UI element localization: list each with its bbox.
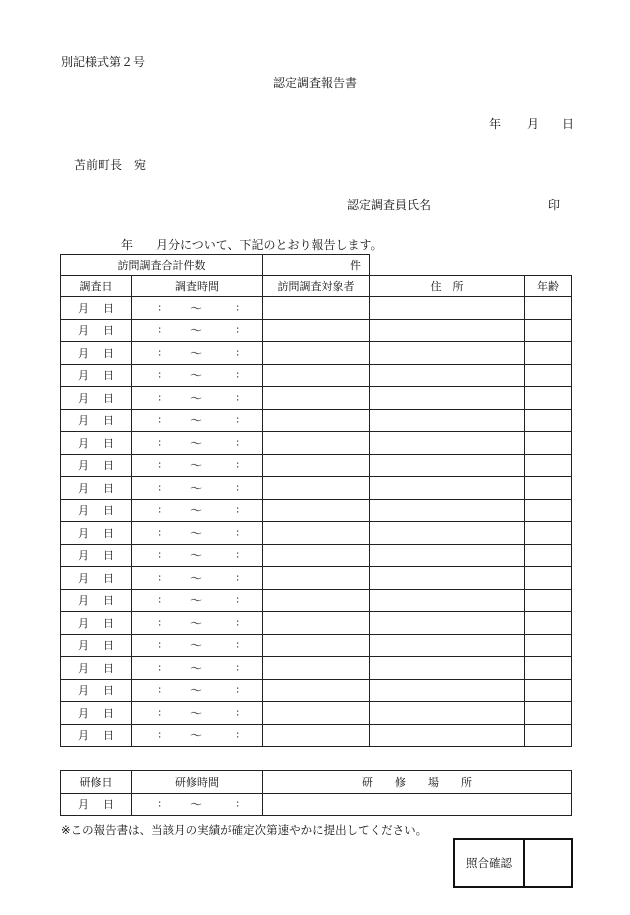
colon: : xyxy=(158,302,162,314)
survey-date-cell[interactable] xyxy=(61,567,132,590)
tilde: 〜 xyxy=(190,391,203,406)
colon: : xyxy=(236,437,240,449)
header-survey-date: 調査日 xyxy=(61,276,132,297)
address-cell[interactable] xyxy=(370,589,525,612)
survey-date-cell[interactable] xyxy=(61,499,132,522)
colon: : xyxy=(236,392,240,404)
tilde: 〜 xyxy=(190,503,203,518)
tilde: 〜 xyxy=(190,548,203,563)
colon: : xyxy=(158,572,162,584)
survey-time-cell[interactable] xyxy=(132,409,263,432)
survey-date-cell[interactable] xyxy=(61,724,132,747)
survey-date-cell[interactable] xyxy=(61,409,132,432)
tilde: 〜 xyxy=(190,368,203,383)
colon: : xyxy=(158,369,162,381)
survey-row xyxy=(61,432,572,455)
tilde: 〜 xyxy=(190,413,203,428)
colon: : xyxy=(236,527,240,539)
colon: : xyxy=(158,684,162,696)
survey-row xyxy=(61,297,572,320)
day-label: 日 xyxy=(103,324,114,338)
survey-time-cell[interactable] xyxy=(132,342,263,365)
day-label: 日 xyxy=(103,639,114,653)
header-training-place: 研 修 場 所 xyxy=(263,771,572,794)
survey-date-cell[interactable] xyxy=(61,589,132,612)
subject-cell[interactable] xyxy=(263,567,370,590)
survey-row xyxy=(61,387,572,410)
survey-time-cell[interactable] xyxy=(132,522,263,545)
day-label: 日 xyxy=(103,481,114,495)
verification-box xyxy=(453,838,573,888)
day-label: 日 xyxy=(103,616,114,630)
age-cell[interactable] xyxy=(525,477,572,500)
inspector-name-label: 認定調査員氏名 xyxy=(347,198,432,212)
survey-date-cell[interactable] xyxy=(61,679,132,702)
day-label: 日 xyxy=(103,301,114,315)
training-date-cell[interactable] xyxy=(61,793,132,816)
month-label: 月 xyxy=(78,661,89,675)
day-label: 日 xyxy=(103,706,114,720)
day-label: 日 xyxy=(103,526,114,540)
colon: : xyxy=(236,798,240,810)
survey-time-cell[interactable] xyxy=(132,454,263,477)
colon: : xyxy=(158,459,162,471)
address-cell[interactable] xyxy=(370,634,525,657)
colon: : xyxy=(158,594,162,606)
subject-cell[interactable] xyxy=(263,319,370,342)
survey-row xyxy=(61,567,572,590)
survey-row xyxy=(61,589,572,612)
survey-date-cell[interactable] xyxy=(61,364,132,387)
intro-year-label: 年 xyxy=(121,238,134,252)
survey-time-cell[interactable] xyxy=(132,432,263,455)
verification-stamp-cell[interactable] xyxy=(524,839,572,887)
day-label: 日 xyxy=(103,684,114,698)
subject-cell[interactable] xyxy=(263,702,370,725)
survey-time-cell[interactable] xyxy=(132,657,263,680)
colon: : xyxy=(158,549,162,561)
age-cell[interactable] xyxy=(525,454,572,477)
verification-label: 照合確認 xyxy=(454,839,524,887)
survey-row xyxy=(61,342,572,365)
day-label: 日 xyxy=(103,571,114,585)
address-cell[interactable] xyxy=(370,387,525,410)
address-cell[interactable] xyxy=(370,612,525,635)
subject-cell[interactable] xyxy=(263,724,370,747)
month-label: 月 xyxy=(78,346,89,360)
tilde: 〜 xyxy=(190,301,203,316)
survey-row xyxy=(61,499,572,522)
address-cell[interactable] xyxy=(370,567,525,590)
colon: : xyxy=(236,414,240,426)
colon: : xyxy=(236,369,240,381)
age-cell[interactable] xyxy=(525,544,572,567)
month-label: 月 xyxy=(78,459,89,473)
tilde: 〜 xyxy=(190,616,203,631)
header-address: 住 所 xyxy=(370,276,525,297)
subject-cell[interactable] xyxy=(263,454,370,477)
survey-time-cell[interactable] xyxy=(132,477,263,500)
tilde: 〜 xyxy=(190,638,203,653)
address-cell[interactable] xyxy=(370,657,525,680)
survey-time-cell[interactable] xyxy=(132,679,263,702)
subject-cell[interactable] xyxy=(263,499,370,522)
age-cell[interactable] xyxy=(525,657,572,680)
address-cell[interactable] xyxy=(370,679,525,702)
day-label: 日 xyxy=(103,459,114,473)
survey-time-cell[interactable] xyxy=(132,364,263,387)
training-table xyxy=(60,770,572,816)
address-cell[interactable] xyxy=(370,454,525,477)
age-cell[interactable] xyxy=(525,724,572,747)
survey-row xyxy=(61,702,572,725)
tilde: 〜 xyxy=(190,706,203,721)
subject-cell[interactable] xyxy=(263,432,370,455)
day-label: 日 xyxy=(103,549,114,563)
day-label: 日 xyxy=(103,391,114,405)
colon: : xyxy=(236,594,240,606)
address-cell[interactable] xyxy=(370,342,525,365)
header-training-date: 研修日 xyxy=(61,771,132,794)
age-cell[interactable] xyxy=(525,387,572,410)
colon: : xyxy=(236,504,240,516)
training-time-cell[interactable] xyxy=(132,793,263,816)
seal-label: 印 xyxy=(548,198,561,212)
age-cell[interactable] xyxy=(525,679,572,702)
survey-row xyxy=(61,544,572,567)
header-training-time: 研修時間 xyxy=(132,771,263,794)
subject-cell[interactable] xyxy=(263,409,370,432)
survey-row xyxy=(61,679,572,702)
survey-time-cell[interactable] xyxy=(132,724,263,747)
colon: : xyxy=(158,324,162,336)
survey-time-cell[interactable] xyxy=(132,544,263,567)
month-label: 月 xyxy=(78,391,89,405)
survey-date-cell[interactable] xyxy=(61,477,132,500)
tilde: 〜 xyxy=(190,481,203,496)
survey-row xyxy=(61,319,572,342)
tilde: 〜 xyxy=(190,797,203,812)
colon: : xyxy=(158,504,162,516)
colon: : xyxy=(236,572,240,584)
survey-time-cell[interactable] xyxy=(132,319,263,342)
month-label: 月 xyxy=(78,798,89,812)
colon: : xyxy=(158,617,162,629)
survey-row xyxy=(61,477,572,500)
month-label: 月 xyxy=(78,684,89,698)
survey-time-cell[interactable] xyxy=(132,612,263,635)
day-label: 日 xyxy=(103,414,114,428)
month-label: 月 xyxy=(78,436,89,450)
colon: : xyxy=(158,347,162,359)
survey-date-cell[interactable] xyxy=(61,432,132,455)
month-label: 月 xyxy=(78,414,89,428)
survey-row xyxy=(61,634,572,657)
header-survey-time: 調査時間 xyxy=(132,276,263,297)
address-cell[interactable] xyxy=(370,702,525,725)
colon: : xyxy=(158,729,162,741)
address-cell[interactable] xyxy=(370,432,525,455)
colon: : xyxy=(158,707,162,719)
tilde: 〜 xyxy=(190,683,203,698)
address-cell[interactable] xyxy=(370,477,525,500)
colon: : xyxy=(236,324,240,336)
day-label: 日 xyxy=(103,594,114,608)
tilde: 〜 xyxy=(190,593,203,608)
address-cell[interactable] xyxy=(370,297,525,320)
form-number: 別記様式第２号 xyxy=(61,55,146,69)
subject-cell[interactable] xyxy=(263,387,370,410)
survey-date-cell[interactable] xyxy=(61,319,132,342)
tilde: 〜 xyxy=(190,458,203,473)
month-label: 月 xyxy=(78,639,89,653)
subject-cell[interactable] xyxy=(263,544,370,567)
day-label: 日 xyxy=(103,369,114,383)
day-label: 日 xyxy=(103,729,114,743)
survey-row xyxy=(61,364,572,387)
day-label: 日 xyxy=(103,504,114,518)
month-label: 月 xyxy=(78,369,89,383)
total-visits-label: 訪問調査合計件数 xyxy=(61,255,263,276)
colon: : xyxy=(236,482,240,494)
survey-row xyxy=(61,724,572,747)
address-cell[interactable] xyxy=(370,499,525,522)
age-cell[interactable] xyxy=(525,702,572,725)
colon: : xyxy=(158,527,162,539)
age-cell[interactable] xyxy=(525,432,572,455)
subject-cell[interactable] xyxy=(263,522,370,545)
survey-time-cell[interactable] xyxy=(132,634,263,657)
address-cell[interactable] xyxy=(370,544,525,567)
date-year-label: 年 xyxy=(489,117,502,131)
age-cell[interactable] xyxy=(525,522,572,545)
month-label: 月 xyxy=(78,616,89,630)
date-day-label: 日 xyxy=(562,117,575,131)
survey-row xyxy=(61,657,572,680)
day-label: 日 xyxy=(103,436,114,450)
tilde: 〜 xyxy=(190,728,203,743)
survey-date-cell[interactable] xyxy=(61,702,132,725)
survey-time-cell[interactable] xyxy=(132,387,263,410)
colon: : xyxy=(158,392,162,404)
age-cell[interactable] xyxy=(525,342,572,365)
total-visits-field[interactable] xyxy=(263,255,370,276)
month-label: 月 xyxy=(78,729,89,743)
colon: : xyxy=(236,684,240,696)
colon: : xyxy=(236,549,240,561)
age-cell[interactable] xyxy=(525,499,572,522)
age-cell[interactable] xyxy=(525,297,572,320)
colon: : xyxy=(236,729,240,741)
colon: : xyxy=(158,437,162,449)
summary-blank xyxy=(370,255,572,276)
subject-cell[interactable] xyxy=(263,477,370,500)
month-label: 月 xyxy=(78,706,89,720)
subject-cell[interactable] xyxy=(263,657,370,680)
survey-table xyxy=(60,254,572,747)
subject-cell[interactable] xyxy=(263,342,370,365)
survey-date-cell[interactable] xyxy=(61,657,132,680)
colon: : xyxy=(236,639,240,651)
subject-cell[interactable] xyxy=(263,589,370,612)
survey-row xyxy=(61,454,572,477)
page-title: 認定調査報告書 xyxy=(272,76,357,90)
day-label: 日 xyxy=(103,661,114,675)
age-cell[interactable] xyxy=(525,634,572,657)
header-subject: 訪問調査対象者 xyxy=(263,276,370,297)
month-label: 月 xyxy=(78,324,89,338)
subject-cell[interactable] xyxy=(263,679,370,702)
address-cell[interactable] xyxy=(370,319,525,342)
subject-cell[interactable] xyxy=(263,634,370,657)
month-label: 月 xyxy=(78,504,89,518)
survey-date-cell[interactable] xyxy=(61,454,132,477)
tilde: 〜 xyxy=(190,661,203,676)
month-label: 月 xyxy=(78,301,89,315)
month-label: 月 xyxy=(78,594,89,608)
submission-note: ※この報告書は、当該月の実績が確定次第速やかに提出してください。 xyxy=(61,823,428,837)
age-cell[interactable] xyxy=(525,319,572,342)
address-cell[interactable] xyxy=(370,364,525,387)
tilde: 〜 xyxy=(190,526,203,541)
colon: : xyxy=(158,639,162,651)
survey-time-cell[interactable] xyxy=(132,567,263,590)
age-cell[interactable] xyxy=(525,612,572,635)
survey-time-cell[interactable] xyxy=(132,499,263,522)
survey-date-cell[interactable] xyxy=(61,387,132,410)
intro-text: 月分について、下記のとおり報告します。 xyxy=(156,238,383,252)
survey-row xyxy=(61,522,572,545)
colon: : xyxy=(236,347,240,359)
subject-cell[interactable] xyxy=(263,364,370,387)
month-label: 月 xyxy=(78,571,89,585)
total-visits-unit: 件 xyxy=(350,259,361,272)
colon: : xyxy=(158,482,162,494)
month-label: 月 xyxy=(78,526,89,540)
survey-date-cell[interactable] xyxy=(61,342,132,365)
survey-date-cell[interactable] xyxy=(61,522,132,545)
subject-cell[interactable] xyxy=(263,612,370,635)
subject-cell[interactable] xyxy=(263,297,370,320)
addressee: 苫前町長 宛 xyxy=(74,158,147,172)
colon: : xyxy=(236,459,240,471)
colon: : xyxy=(236,662,240,674)
age-cell[interactable] xyxy=(525,409,572,432)
colon: : xyxy=(236,302,240,314)
address-cell[interactable] xyxy=(370,409,525,432)
date-month-label: 月 xyxy=(527,117,540,131)
month-label: 月 xyxy=(78,481,89,495)
survey-date-cell[interactable] xyxy=(61,297,132,320)
month-label: 月 xyxy=(78,549,89,563)
survey-row xyxy=(61,409,572,432)
survey-row xyxy=(61,612,572,635)
tilde: 〜 xyxy=(190,323,203,338)
age-cell[interactable] xyxy=(525,567,572,590)
day-label: 日 xyxy=(103,346,114,360)
colon: : xyxy=(158,662,162,674)
survey-date-cell[interactable] xyxy=(61,634,132,657)
survey-time-cell[interactable] xyxy=(132,297,263,320)
header-age: 年齢 xyxy=(525,276,572,297)
colon: : xyxy=(158,414,162,426)
training-place-cell[interactable] xyxy=(263,793,572,816)
survey-date-cell[interactable] xyxy=(61,612,132,635)
age-cell[interactable] xyxy=(525,364,572,387)
address-cell[interactable] xyxy=(370,522,525,545)
survey-time-cell[interactable] xyxy=(132,589,263,612)
age-cell[interactable] xyxy=(525,589,572,612)
address-cell[interactable] xyxy=(370,724,525,747)
colon: : xyxy=(236,617,240,629)
training-row xyxy=(61,793,572,816)
colon: : xyxy=(158,798,162,810)
day-label: 日 xyxy=(103,798,114,812)
colon: : xyxy=(236,707,240,719)
tilde: 〜 xyxy=(190,346,203,361)
survey-time-cell[interactable] xyxy=(132,702,263,725)
tilde: 〜 xyxy=(190,436,203,451)
tilde: 〜 xyxy=(190,571,203,586)
survey-date-cell[interactable] xyxy=(61,544,132,567)
